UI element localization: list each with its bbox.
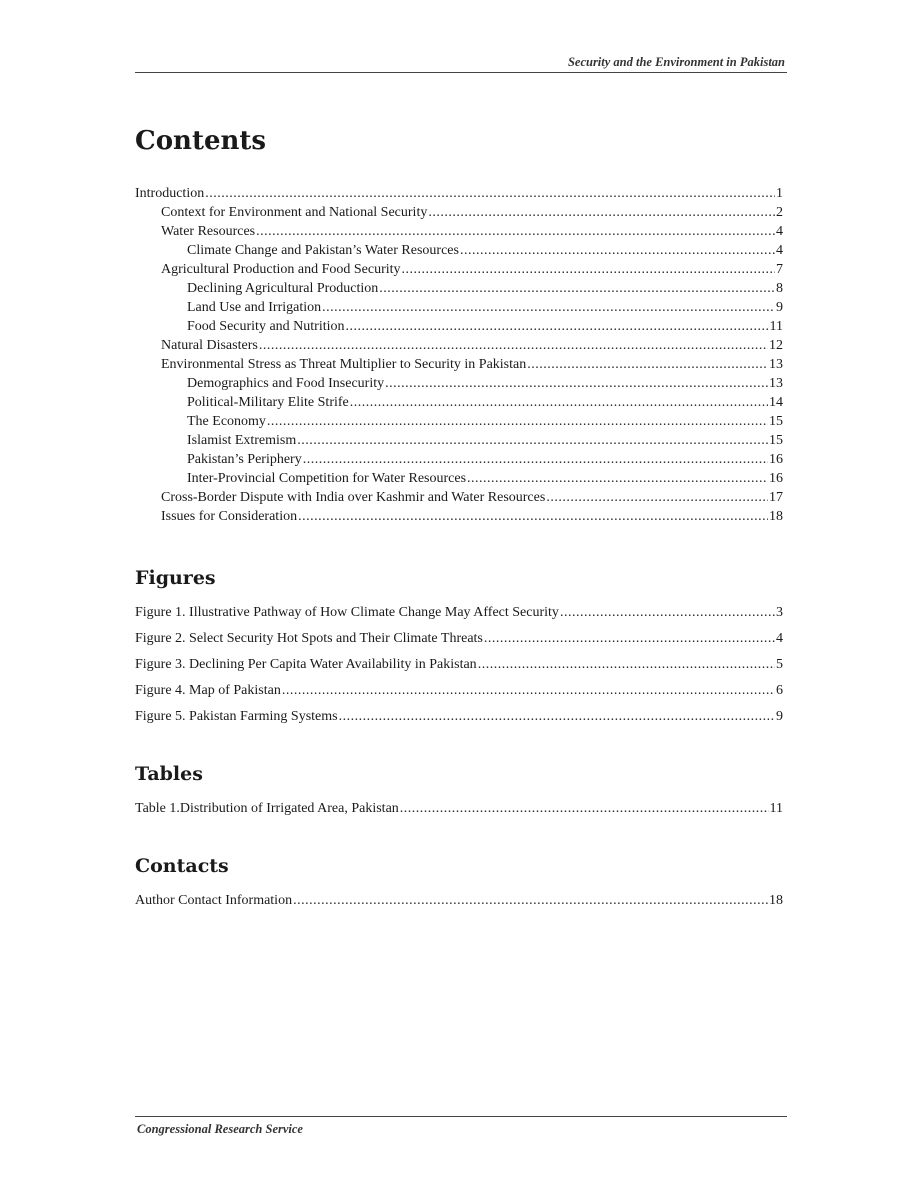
contents-entry[interactable] [135,355,783,374]
table-entry-title: Table 1.Distribution of Irrigated Area, Pakistan [135,801,399,816]
dot-leader [350,393,768,412]
contents-entry-title: Food Security and Nutrition [187,319,345,334]
contacts-heading: Contacts [135,855,229,877]
dot-leader [385,374,768,393]
footer-rule [135,1116,787,1117]
contents-entry[interactable] [135,469,783,488]
contents-entry-title: Water Resources [161,224,256,239]
contents-entry[interactable] [135,241,783,260]
contents-entry-title: Declining Agricultural Production [187,281,379,296]
contents-entry-page: 14 [769,395,783,410]
figure-entry-page: 5 [776,657,783,672]
dot-leader [205,184,775,203]
dot-leader [428,203,775,222]
figure-entry[interactable] [135,652,783,678]
contents-entry-title: Context for Environment and National Security [161,205,428,220]
contacts-section [135,852,783,914]
contents-entry-title: Issues for Consideration [161,509,298,524]
dot-leader [267,412,768,431]
dot-leader [256,222,775,241]
dot-leader [546,488,768,507]
contents-entry-page: 7 [776,262,783,277]
contents-entry-page: 13 [769,357,783,372]
figures-list [135,600,783,730]
contents-entry-title: Demographics and Food Insecurity [187,376,385,391]
dot-leader [527,355,768,374]
figure-entry-page: 4 [776,631,783,646]
contents-entry-title: Islamist Extremism [187,433,297,448]
figure-entry-title: Figure 4. Map of Pakistan [135,683,281,698]
table-entry[interactable] [135,796,783,822]
contacts-list [135,888,783,914]
dot-leader [379,279,775,298]
contents-entry-title: Land Use and Irrigation [187,300,322,315]
contents-entry-title: Political-Military Elite Strife [187,395,349,410]
contents-entry-page: 4 [776,224,783,239]
dot-leader [346,317,769,336]
figure-entry[interactable] [135,600,783,626]
dot-leader [303,450,768,469]
tables-section [135,760,783,822]
figure-entry[interactable] [135,704,783,730]
contents-entry[interactable] [135,507,783,526]
figures-section [135,564,783,730]
contents-entry-page: 4 [776,243,783,258]
contents-entry-title: Agricultural Production and Food Security [161,262,401,277]
contact-entry-page: 18 [769,893,783,908]
contents-entry-page: 15 [769,414,783,429]
contents-entry-page: 12 [769,338,783,353]
figure-entry[interactable] [135,626,783,652]
contents-entry[interactable] [135,279,783,298]
tables-list [135,796,783,822]
figure-entry-page: 9 [776,709,783,724]
figure-entry-title: Figure 1. Illustrative Pathway of How Climate Change May Affect Security [135,605,559,620]
contents-entry-title: Climate Change and Pakistan’s Water Resources [187,243,459,258]
contents-entry[interactable] [135,336,783,355]
contents-entry-title: Inter-Provincial Competition for Water Resources [187,471,467,486]
figure-entry-title: Figure 2. Select Security Hot Spots and Their Climate Threats [135,631,483,646]
dot-leader [484,626,775,652]
contents-entry-page: 11 [769,319,783,334]
contents-entry[interactable] [135,450,783,469]
contents-entry[interactable] [135,374,783,393]
dot-leader [400,796,769,822]
contents-entry-page: 8 [776,281,783,296]
header-rule [135,72,787,73]
contents-entry-title: Introduction [135,186,205,201]
figures-heading: Figures [135,567,216,589]
contents-entry-page: 16 [769,471,783,486]
contents-entry-title: Environmental Stress as Threat Multiplier to Security in Pakistan [161,357,527,372]
figure-entry-page: 3 [776,605,783,620]
contents-entry[interactable] [135,260,783,279]
contents-entry-page: 15 [769,433,783,448]
figure-entry-page: 6 [776,683,783,698]
running-footer: Congressional Research Service [137,1122,303,1136]
dot-leader [297,431,768,450]
contents-entry-page: 17 [769,490,783,505]
contents-entry[interactable] [135,298,783,317]
contents-entry-page: 18 [769,509,783,524]
contents-entry[interactable] [135,393,783,412]
contents-entry-page: 9 [776,300,783,315]
contents-entry[interactable] [135,431,783,450]
contents-entry-title: The Economy [187,414,266,429]
contents-entry-page: 13 [769,376,783,391]
contents-entry-title: Natural Disasters [161,338,258,353]
table-entry-page: 11 [769,801,783,816]
contents-entry-title: Pakistan’s Periphery [187,452,302,467]
running-header: Security and the Environment in Pakistan [567,55,785,69]
contents-entry-page: 2 [776,205,783,220]
contents-entry[interactable] [135,412,783,431]
dot-leader [402,260,775,279]
contents-list [135,184,783,526]
contents-entry[interactable] [135,203,783,222]
contact-entry[interactable] [135,888,783,914]
contents-entry-page: 1 [776,186,783,201]
tables-heading: Tables [135,763,203,785]
contents-entry[interactable] [135,184,783,203]
dot-leader [322,298,775,317]
contents-entry[interactable] [135,317,783,336]
dot-leader [460,241,775,260]
dot-leader [339,704,775,730]
dot-leader [560,600,775,626]
contents-entry-title: Cross-Border Dispute with India over Kashmir and Water Resources [161,490,546,505]
figure-entry[interactable] [135,678,783,704]
dot-leader [298,507,768,526]
dot-leader [467,469,768,488]
contents-entry[interactable] [135,222,783,241]
dot-leader [282,678,775,704]
dot-leader [478,652,775,678]
contact-entry-title: Author Contact Information [135,893,293,908]
contents-entry[interactable] [135,488,783,507]
dot-leader [259,336,768,355]
contents-entry-page: 16 [769,452,783,467]
figure-entry-title: Figure 5. Pakistan Farming Systems [135,709,338,724]
dot-leader [293,888,768,914]
toc-page-content [135,118,783,944]
figure-entry-title: Figure 3. Declining Per Capita Water Availability in Pakistan [135,657,477,672]
contents-heading: Contents [135,126,267,156]
